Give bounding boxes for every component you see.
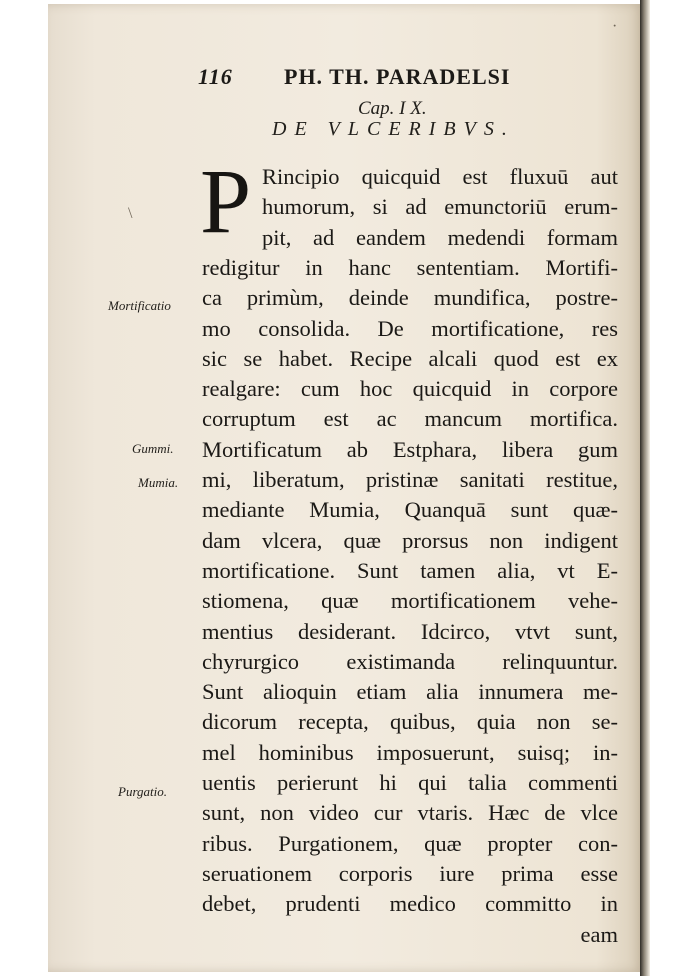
text-line: debet, prudenti medico committo in xyxy=(202,891,618,917)
text-line: Sunt alioquin etiam alia innumera me- xyxy=(202,679,618,705)
margin-note-gummi: Gummi. xyxy=(132,441,174,456)
margin-note-mumia: Mumia. xyxy=(138,475,179,490)
text-line: seruationem corporis iure prima esse xyxy=(202,860,618,886)
text-line: mo consolida. De mortificatione, res xyxy=(202,315,618,341)
drop-cap: P xyxy=(200,150,252,252)
margin-note-mortificatio: Mortificatio xyxy=(108,298,171,313)
text-line: humorum, si ad emunctoriū erum- xyxy=(262,194,618,220)
chapter-heading: Cap. I X. xyxy=(358,98,427,119)
text-line: dicorum recepta, quibus, quia non se- xyxy=(202,709,618,735)
text-line: Rincipio quicquid est fluxuū aut xyxy=(262,164,618,189)
text-line: mel hominibus imposuerunt, suisq; in- xyxy=(202,739,618,765)
text-line: mi, liberatum, pristinæ sanitati restitue, xyxy=(202,467,618,492)
text-line: eam xyxy=(580,921,618,947)
text-line: mediante Mumia, Quanquā sunt quæ- xyxy=(202,497,618,523)
text-line: corruptum est ac mancum mortifica. xyxy=(202,406,618,432)
margin-note-purgatio: Purgatio. xyxy=(118,784,167,799)
text-line: mentius desiderant. Idcirco, vtvt sunt, xyxy=(202,618,618,644)
text-line: Mortificatum ab Estphara, libera gum xyxy=(202,436,618,462)
text-line: pit, ad eandem medendi formam xyxy=(262,224,618,250)
text-line: realgare: cum hoc quicquid in corpore xyxy=(202,376,618,402)
text-line: uentis perierunt hi qui talia commenti xyxy=(202,770,618,795)
text-line: ca primùm, deinde mundifica, postre- xyxy=(202,285,618,311)
page-number: 116 xyxy=(198,64,233,89)
running-header xyxy=(198,64,598,94)
text-line: chyrurgico existimanda relinquuntur. xyxy=(202,648,618,674)
text-line: ribus. Purgationem, quæ propter con- xyxy=(202,830,618,856)
binding-shadow xyxy=(640,0,650,976)
text-line: sunt, non video cur vtaris. Hæc de vlce xyxy=(202,800,618,826)
text-line: stiomena, quæ mortificationem vehe- xyxy=(202,588,618,614)
ink-mark: · xyxy=(612,18,618,35)
running-title: PH. TH. PARADELSI xyxy=(284,64,511,89)
text-line: dam vlcera, quæ prorsus non indigent xyxy=(202,527,618,553)
ink-mark: \ xyxy=(128,205,133,222)
text-line: mortificatione. Sunt tamen alia, vt E- xyxy=(202,557,618,583)
text-line: redigitur in hanc sententiam. Mortifi- xyxy=(202,254,618,280)
text-line: sic se habet. Recipe alcali quod est ex xyxy=(202,345,618,371)
section-title: DE VLCERIBVS. xyxy=(272,118,515,140)
